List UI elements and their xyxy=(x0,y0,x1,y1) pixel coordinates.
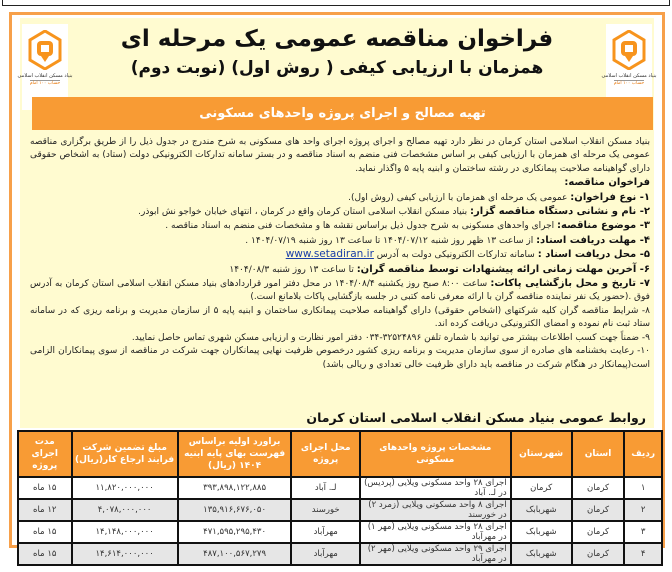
public-relations-signature: روابط عمومی بنیاد مسکن انقلاب اسلامی استان کرمان xyxy=(306,410,646,425)
subject-banner: تهیه مصالح و اجرای پروژه واحدهای مسکونی xyxy=(32,97,653,130)
table-cell: لـ. آباد xyxy=(291,477,359,499)
notice-item xyxy=(30,263,650,277)
table-cell: کرمان xyxy=(572,477,625,499)
column-header: محل اجرای پروژه xyxy=(291,431,359,477)
table-cell: ۱۵ ماه xyxy=(18,543,72,565)
notice-item xyxy=(30,332,650,345)
table-cell: شهربابک xyxy=(511,521,572,543)
item-text: از ساعت ۱۳ ظهر روز شنبه ۱۴۰۴/۰۷/۱۲ تا ساعت ۱۳ روز شنبه ۱۴۰۴/۰۷/۱۹ . xyxy=(245,235,537,246)
table-row xyxy=(18,543,662,565)
table-cell: مهرآباد xyxy=(291,521,359,543)
table-cell: ۱۵ ماه xyxy=(18,521,72,543)
table-row xyxy=(18,477,662,499)
notice-item xyxy=(30,248,650,262)
item-label: ۳- موضوع مناقصه: xyxy=(557,220,650,232)
page-title: فراخوان مناقصه عمومی یک مرحله ای xyxy=(120,26,554,52)
table-cell: ۱۱,۸۲۰,۰۰۰,۰۰۰ xyxy=(72,477,178,499)
item-label: ۲- نام و نشانی دستگاه مناقصه گزار: xyxy=(470,206,650,218)
table-cell: مهرآباد xyxy=(291,543,359,565)
table-cell: ۴ xyxy=(624,543,662,565)
setadiran-link[interactable]: www.setadiran.ir xyxy=(285,248,374,261)
item-text: ۸- شرایط مناقصه گران کلیه شرکتهای (اشخاص حقوقی) دارای گواهینامه صلاحیت پیمانکاری ساختمان و ابنیه پایه ۵ از سازمان مدیریت و برنامه ریزی که در سامانه ستاد ثبت نام نموده و امضای الکترونیکی دریافت کرده اند. xyxy=(30,305,650,330)
item-label: ۴- مهلت دریافت اسناد: xyxy=(536,234,650,246)
table-cell: شهربابک xyxy=(511,543,572,565)
item-label: ۶- آخرین مهلت زمانی ارائه پیشنهادات توسط مناقصه گران: xyxy=(356,263,650,275)
table-cell: شهربابک xyxy=(511,499,572,521)
table-cell: ۴,۰۷۸,۰۰۰,۰۰۰ xyxy=(72,499,178,521)
table-cell: ۱۳۵,۹۱۶,۶۷۶,۰۵۰ xyxy=(178,499,292,521)
table-cell: کرمان xyxy=(572,499,625,521)
table-cell: اجرای ۲۸ واحد مسکونی ویلایی (مهر ۱) در مهرآباد xyxy=(360,521,511,543)
column-header: مشخصات پروژه واحدهای مسکونی xyxy=(360,431,511,477)
column-header: مبلغ تضمین شرکت فرایند ارجاع کار(ریال) xyxy=(72,431,178,477)
item-text: اجرای واحدهای مسکونی به شرح جدول ذیل براساس نقشه ها و مشخصات فنی منضم به اسناد مناقصه . xyxy=(165,221,558,232)
item-label: ۵- محل دریافت اسناد : xyxy=(537,249,650,261)
top-strip xyxy=(2,0,670,6)
projects-table xyxy=(17,430,663,566)
notice-item xyxy=(30,234,650,248)
item-text: تا ساعت ۱۳ روز شنبه ۱۴۰۴/۰۸/۳ xyxy=(229,264,357,275)
table-cell: کرمان xyxy=(572,521,625,543)
column-header: ردیف xyxy=(624,431,662,477)
item-text: ۹- ضمناً جهت کسب اطلاعات بیشتر می توانید با شماره تلفن ۳۲۵۲۴۸۹۶-۰۳۴ دفتر امور نظارت و ارزیابی مسکن شهری تماس حاصل نمایید. xyxy=(131,332,650,343)
logo-right: بنیاد مسکن انقلاب اسلامی حساب ۱۰۰ امام xyxy=(606,24,652,110)
item-text: عمومی یک مرحله ای همزمان با ارزیابی کیفی (روش اول). xyxy=(348,192,571,203)
table-cell: ۱ xyxy=(624,477,662,499)
notice-item xyxy=(30,305,650,332)
column-header: مدت اجرای پروژه xyxy=(18,431,72,477)
table-cell: ۲ xyxy=(624,499,662,521)
notice-item xyxy=(30,191,650,205)
table-cell: ۴۷۱,۵۹۵,۲۹۵,۴۳۰ xyxy=(178,521,292,543)
column-header: استان xyxy=(572,431,625,477)
table-cell: ۳۹۳,۸۹۸,۱۲۲,۸۸۵ xyxy=(178,477,292,499)
page-subtitle: همزمان با ارزیابی کیفی ( روش اول) (نوبت دوم) xyxy=(130,58,544,78)
item-label: ۱- نوع فراخوان: xyxy=(570,191,650,203)
tender-notice xyxy=(9,12,665,564)
table-cell: ۱۴,۶۱۴,۰۰۰,۰۰۰ xyxy=(72,543,178,565)
table-row xyxy=(18,499,662,521)
notice-text xyxy=(30,136,650,372)
table-cell: اجرای ۲۸ واحد مسکونی ویلایی (پردیس) در لـ. آباد xyxy=(360,477,511,499)
table-cell: کرمان xyxy=(511,477,572,499)
column-header: براورد اولیه براساس فهرست بهای پایه ابنیه ۱۴۰۴ (ریال) xyxy=(178,431,292,477)
table-cell: ۱۵ ماه xyxy=(18,477,72,499)
item-text: بنیاد مسکن انقلاب اسلامی استان کرمان واقع در کرمان ، انتهای خیابان خواجو نش ابوذر. xyxy=(138,207,470,218)
logo-left: بنیاد مسکن انقلاب اسلامی حساب ۱۰۰ امام xyxy=(22,24,68,110)
table-cell: ۱۲ ماه xyxy=(18,499,72,521)
item-text: سامانه تدارکات الکترونیکی دولت به آدرس xyxy=(373,250,538,261)
table-cell: ۴۸۷,۱۰۰,۵۶۷,۲۷۹ xyxy=(178,543,292,565)
table-cell: کرمان xyxy=(572,543,625,565)
notice-item xyxy=(30,277,650,305)
housing-foundation-logo-icon xyxy=(612,30,646,70)
notice-item xyxy=(30,219,650,233)
notice-item xyxy=(30,205,650,219)
notice-body xyxy=(17,18,657,428)
section-title: فراخوان مناقصه: xyxy=(564,177,650,189)
table-cell: خورسند xyxy=(291,499,359,521)
housing-foundation-logo-icon xyxy=(28,30,62,70)
notice-item xyxy=(30,345,650,372)
table-row xyxy=(18,521,662,543)
table-cell: اجرای ۲۹ واحد مسکونی ویلایی (مهر ۲) در مهرآباد xyxy=(360,543,511,565)
table-cell: ۱۴,۱۴۸,۰۰۰,۰۰۰ xyxy=(72,521,178,543)
table-cell: اجرای ۸ واحد مسکونی ویلایی (زمرد ۲) در خورسند xyxy=(360,499,511,521)
intro-paragraph: بنیاد مسکن انقلاب اسلامی استان کرمان در نظر دارد تهیه مصالح و اجرای پروژه اجرای واحد های مسکونی به شرح مندرج در جدول ذیل را از طریق برگزاری مناقصه عمومی یک مرحله ای همزمان با ارزیابی کیفی بر اساس مشخصات فنی منضم به اسناد مناقصه و در بستر سامانه تدارکات الکترونیکی دولت (ستاد) به اشخاص حقوقی دارای گواهینامه صلاحیت پیمانکاری در رشته ساختمان و ابنیه پایه ۵ واگذار نماید. xyxy=(30,137,650,174)
item-text: ۱۰- رعایت بخشنامه های صادره از سوی سازمان مدیریت و برنامه ریزی کشور درخصوص ظرفیت نهایی پیمانکاران جهت شرکت در مناقصه از سوی پیمانکاران الزامی است(پیمانکار در هنگام شرکت در مناقصه باید دارای ظرفیت خالی تعدادی و ریالی باشد) xyxy=(30,346,650,370)
column-header: شهرستان xyxy=(511,431,572,477)
item-label: ۷- تاریخ و محل بازگشایی پاکات: xyxy=(490,278,650,290)
item-text: ساعت ۸:۰۰ صبح روز یکشنبه ۱۴۰۴/۰۸/۴ در محل دفتر امور قراردادهای بنیاد مسکن انقلاب اسلامی استان کرمان به آدرس فوق .(حضور یک نفر نماینده مناقصه گران با ارائه معرفی نامه کتبی در جلسه بازگشایی پاکات بلامانع است.) xyxy=(30,279,650,303)
table-cell: ۳ xyxy=(624,521,662,543)
